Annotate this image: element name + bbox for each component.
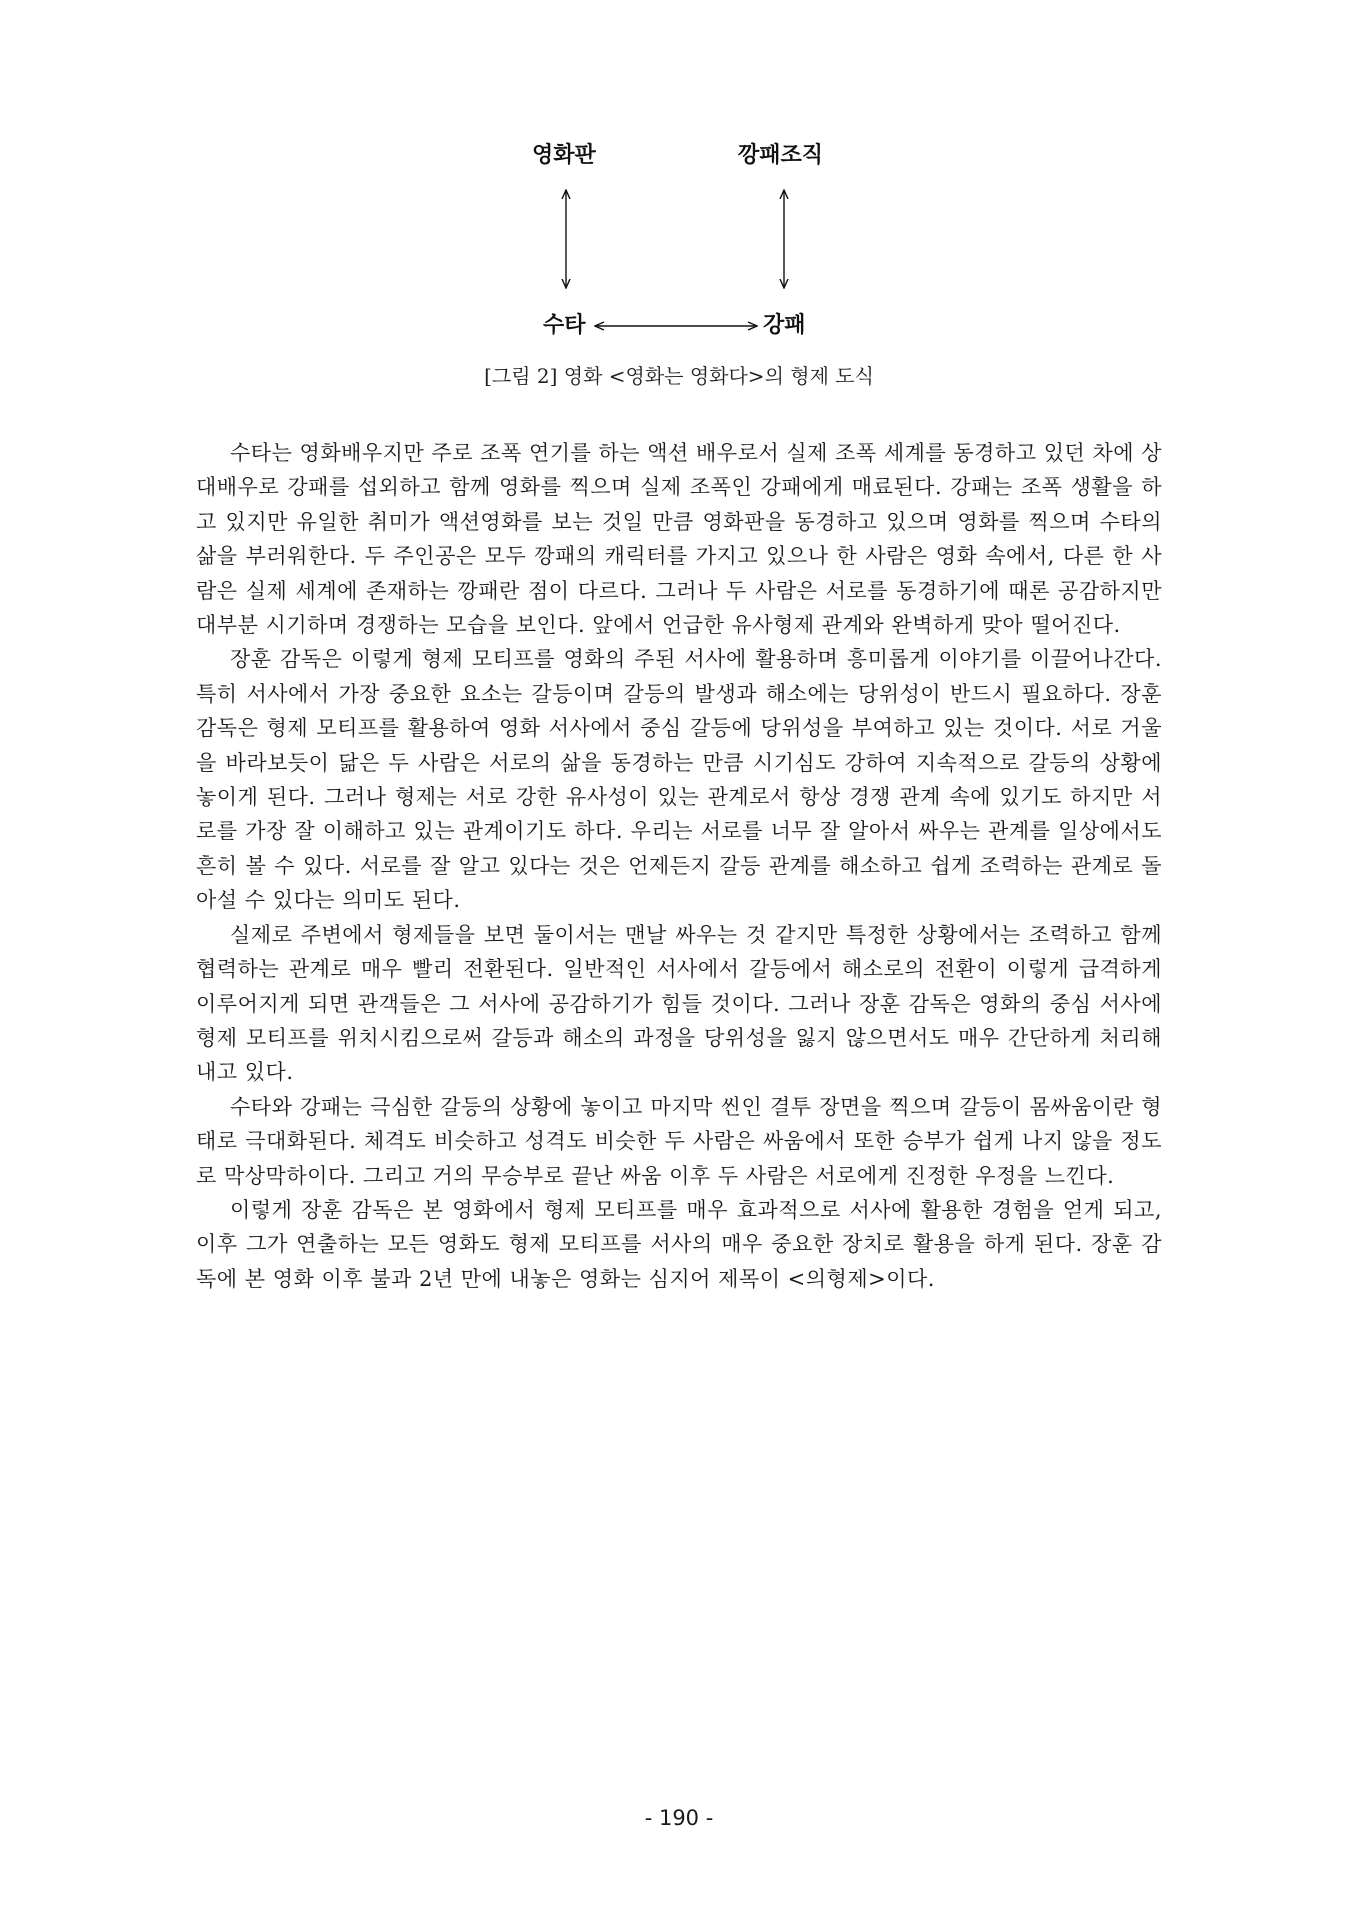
paragraph: 수타는 영화배우지만 주로 조폭 연기를 하는 액션 배우로서 실제 조폭 세계를 동경하고 있던 차에 상대배우로 강패를 섭외하고 함께 영화를 찍으며 실제 조폭인 강패에게 매료된다. 강패는 조폭 생활을 하고 있지만 유일한 취미가 액션영화를 보는 것일 만큼 영화판을 동경하고 있으며 영화를 찍으며 수타의 삶을 부러워한다. 두 주인공은 모두 깡패의 캐릭터를 가지고 있으나 한 사람은 영화 속에서, 다른 한 사람은 실제 세계에 존재하는 깡패란 점이 다르다. 그러나 두 사람은 서로를 동경하기에 때론 공감하지만 대부분 시기하며 경쟁하는 모습을 보인다. 앞에서 언급한 유사형제 관계와 완벽하게 맞아 떨어진다.	[196, 441, 1162, 638]
body-text	[196, 436, 1162, 1296]
page-number: - 190 -	[644, 1806, 714, 1830]
diagram-arrows	[0, 0, 1358, 360]
paragraph: 이렇게 장훈 감독은 본 영화에서 형제 모티프를 매우 효과적으로 서사에 활용한 경험을 얻게 되고, 이후 그가 연출하는 모든 영화도 형제 모티프를 서사의 매우 중요한 장치로 활용을 하게 된다. 장훈 감독에 본 영화 이후 불과 2년 만에 내놓은 영화는 심지어 제목이 <의형제>이다.	[196, 1197, 1162, 1291]
paragraph: 장훈 감독은 이렇게 형제 모티프를 영화의 주된 서사에 활용하며 흥미롭게 이야기를 이끌어나간다. 특히 서사에서 가장 중요한 요소는 갈등이며 갈등의 발생과 해소에는 당위성이 반드시 필요하다. 장훈 감독은 형제 모티프를 활용하여 영화 서사에서 중심 갈등에 당위성을 부여하고 있는 것이다. 서로 거울을 바라보듯이 닮은 두 사람은 서로의 삶을 동경하는 만큼 시기심도 강하여 지속적으로 갈등의 상황에 놓이게 된다. 그러나 형제는 서로 강한 유사성이 있는 관계로서 항상 경쟁 관계 속에 있기도 하지만 서로를 가장 잘 이해하고 있는 관계이기도 하다. 우리는 서로를 너무 잘 알아서 싸우는 관계를 일상에서도 흔히 볼 수 있다. 서로를 잘 알고 있다는 것은 언제든지 갈등 관계를 해소하고 쉽게 조력하는 관계로 돌아설 수 있다는 의미도 된다.	[196, 647, 1162, 913]
figure-caption: [그림 2] 영화 <영화는 영화다>의 형제 도식	[484, 364, 874, 388]
node-top-left: 영화판	[532, 143, 596, 168]
paragraph: 실제로 주변에서 형제들을 보면 둘이서는 맨날 싸우는 것 같지만 특정한 상황에서는 조력하고 함께 협력하는 관계로 매우 빨리 전환된다. 일반적인 서사에서 갈등에서 해소로의 전환이 이렇게 급격하게 이루어지게 되면 관객들은 그 서사에 공감하기가 힘들 것이다. 그러나 장훈 감독은 영화의 중심 서사에 형제 모티프를 위치시킴으로써 갈등과 해소의 과정을 당위성을 잃지 않으면서도 매우 간단하게 처리해내고 있다.	[196, 922, 1162, 1085]
relationship-diagram	[0, 0, 1358, 360]
node-bottom-right: 강패	[763, 313, 806, 338]
paragraph: 수타와 강패는 극심한 갈등의 상황에 놓이고 마지막 씬인 결투 장면을 찍으며 갈등이 몸싸움이란 형태로 극대화된다. 체격도 비슷하고 성격도 비슷한 두 사람은 싸움에서 또한 승부가 쉽게 나지 않을 정도로 막상막하이다. 그리고 거의 무승부로 끝난 싸움 이후 두 사람은 서로에게 진정한 우정을 느낀다.	[196, 1094, 1162, 1188]
node-top-right: 깡패조직	[738, 143, 824, 168]
node-bottom-left: 수타	[543, 313, 586, 338]
